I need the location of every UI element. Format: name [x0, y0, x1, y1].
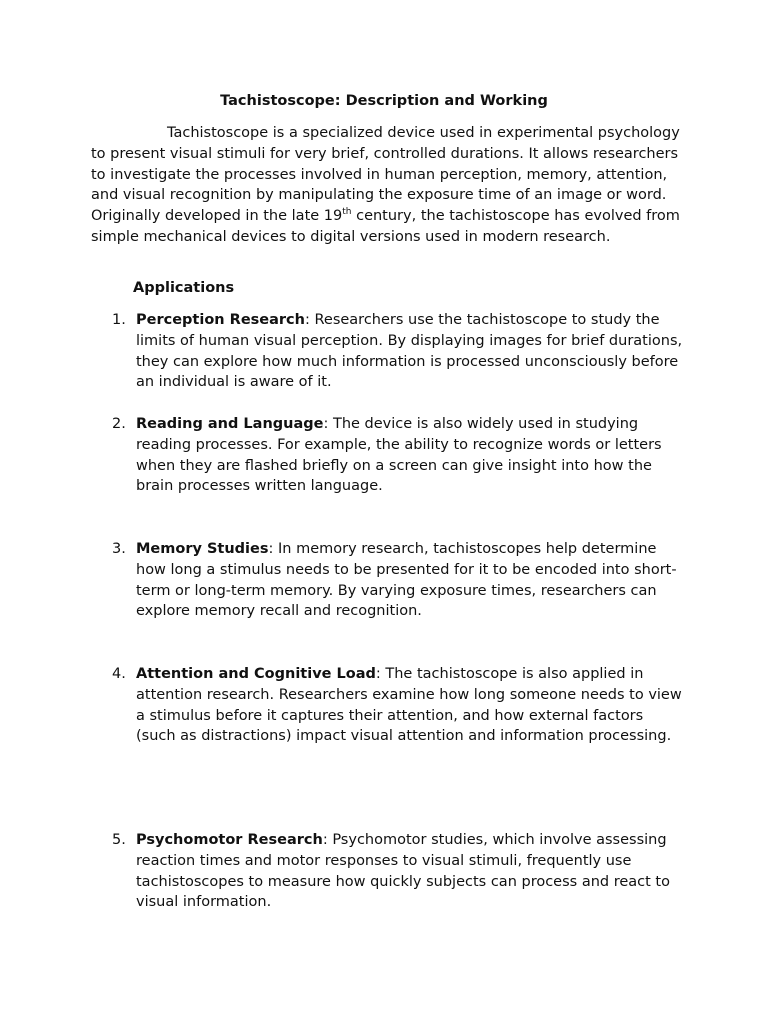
list-item-number: 4.: [112, 666, 126, 682]
list-item-number: 5.: [112, 832, 126, 848]
list-item-text: : Psychomotor studies, which involve assessing reaction times and motor responses to visual stimuli, frequently use tachistoscopes to measure how quickly subjects can process and react to visual information.: [136, 832, 670, 911]
intro-superscript: th: [342, 207, 352, 218]
document-title: Tachistoscope: Description and Working: [220, 93, 548, 109]
list-item: [91, 664, 691, 747]
list-item-body: [136, 664, 684, 747]
applications-heading: Applications: [133, 280, 235, 296]
list-item-term: Reading and Language: [136, 416, 324, 432]
intro-text-end: century, the tachistoscope has evolved from simple mechanical devices to digital versions used in modern research.: [91, 208, 680, 245]
list-item: [91, 830, 691, 913]
list-item-body: [136, 414, 684, 497]
list-item-term: Perception Research: [136, 312, 305, 328]
list-item-body: [136, 539, 684, 622]
list-item-text: : The tachistoscope is also applied in attention research. Researchers examine how long someone needs to view a stimulus before it captures their attention, and how external factors (such as distractions) impact visual attention and information processing.: [136, 666, 682, 745]
list-item-term: Memory Studies: [136, 541, 269, 557]
list-item-term: Psychomotor Research: [136, 832, 323, 848]
list-item-text: : In memory research, tachistoscopes help determine how long a stimulus needs to be presented for it to be encoded into short-term or long-term memory. By varying exposure times, researchers can explore memory recall and recognition.: [136, 541, 677, 620]
intro-paragraph: [91, 123, 681, 248]
list-item-number: 3.: [112, 541, 126, 557]
list-item-body: [136, 310, 684, 393]
list-item: [91, 539, 691, 622]
list-item-text: : Researchers use the tachistoscope to study the limits of human visual perception. By displaying images for brief durations, they can explore how much information is processed unconsciously before an individual is aware of it.: [136, 312, 683, 391]
list-item-term: Attention and Cognitive Load: [136, 666, 376, 682]
list-item-number: 2.: [112, 416, 126, 432]
list-item-text: : The device is also widely used in studying reading processes. For example, the ability to recognize words or letters when they are flashed briefly on a screen can give insight into how the brain processes written language.: [136, 416, 662, 495]
list-item-body: [136, 830, 684, 913]
list-item: [91, 310, 691, 393]
list-item: [91, 414, 691, 497]
intro-text-start: Tachistoscope is a specialized device used in experimental psychology to present visual stimuli for very brief, controlled durations. It allows researchers to investigate the processes involved in human perception, memory, attention, and visual recognition by manipulating the exposure time of an image or word. Originally developed in the late 19: [91, 125, 680, 225]
list-item-number: 1.: [112, 312, 126, 328]
